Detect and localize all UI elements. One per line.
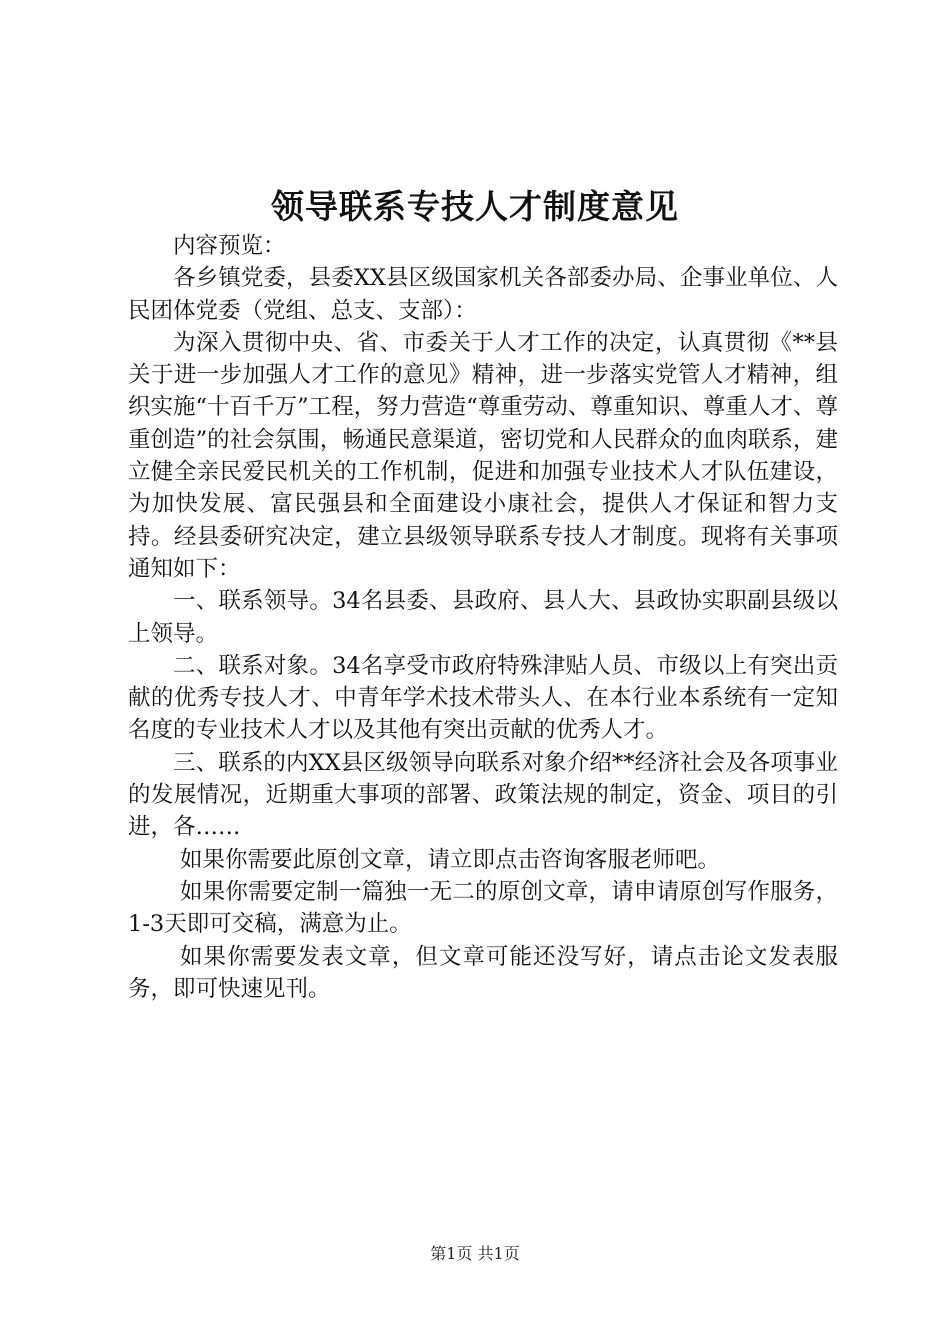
- page-number-footer: 第1页 共1页: [430, 1244, 520, 1263]
- publishing-promo: 如果你需要发表文章，但文章可能还没写好，请点击论文发表服务，即可快速见刊。: [128, 943, 838, 1002]
- original-article-promo: 如果你需要此原创文章，请立即点击咨询客服老师吧。: [180, 846, 721, 873]
- contact-content-paragraph: 三、联系的内XX县区级领导向联系对象介绍**经济社会及各项事业的发展情况，近期重大事项的部署、政策法规的制定，资金、项目的引进，各……: [128, 749, 838, 841]
- recipients-paragraph: 各乡镇党委，县委XX县区级国家机关各部委办局、企事业单位、人民团体党委（党组、总支、支部）：: [128, 265, 838, 324]
- preview-label: 内容预览：: [173, 233, 286, 259]
- custom-writing-promo: 如果你需要定制一篇独一无二的原创文章，请申请原创写作服务，1-3天即可交稿，满意为止。: [128, 878, 838, 938]
- contact-targets-paragraph: 二、联系对象。34名享受市政府特殊津贴人员、市级以上有突出贡献的优秀专技人才、中青年学术技术带头人、在本行业本系统有一定知名度的专业技术人才以及其他有突出贡献的优秀人才。: [128, 652, 838, 744]
- purpose-paragraph: 为深入贯彻中央、省、市委关于人才工作的决定，认真贯彻《**县关于进一步加强人才工作的意见》精神，进一步落实党管人才精神，组织实施“十百千万”工程，努力营造“尊重劳动、尊重知识、尊重人才、尊重创造”的社会氛围，畅通民意渠道，密切党和人民群众的血肉联系，建立健全亲民爱民机关的工作机制，促进和加强专业技术人才队伍建设，为加快发展、富民强县和全面建设小康社会，提供人才保证和智力支持。经县委研究决定，建立县级领导联系专技人才制度。现将有关事项通知如下：: [128, 329, 838, 582]
- document-title: 领导联系专技人才制度意见: [271, 187, 679, 226]
- document-body: [128, 230, 838, 1005]
- contact-leaders-paragraph: 一、联系领导。34名县委、县政府、县人大、县政协实职副县级以上领导。: [128, 588, 838, 647]
